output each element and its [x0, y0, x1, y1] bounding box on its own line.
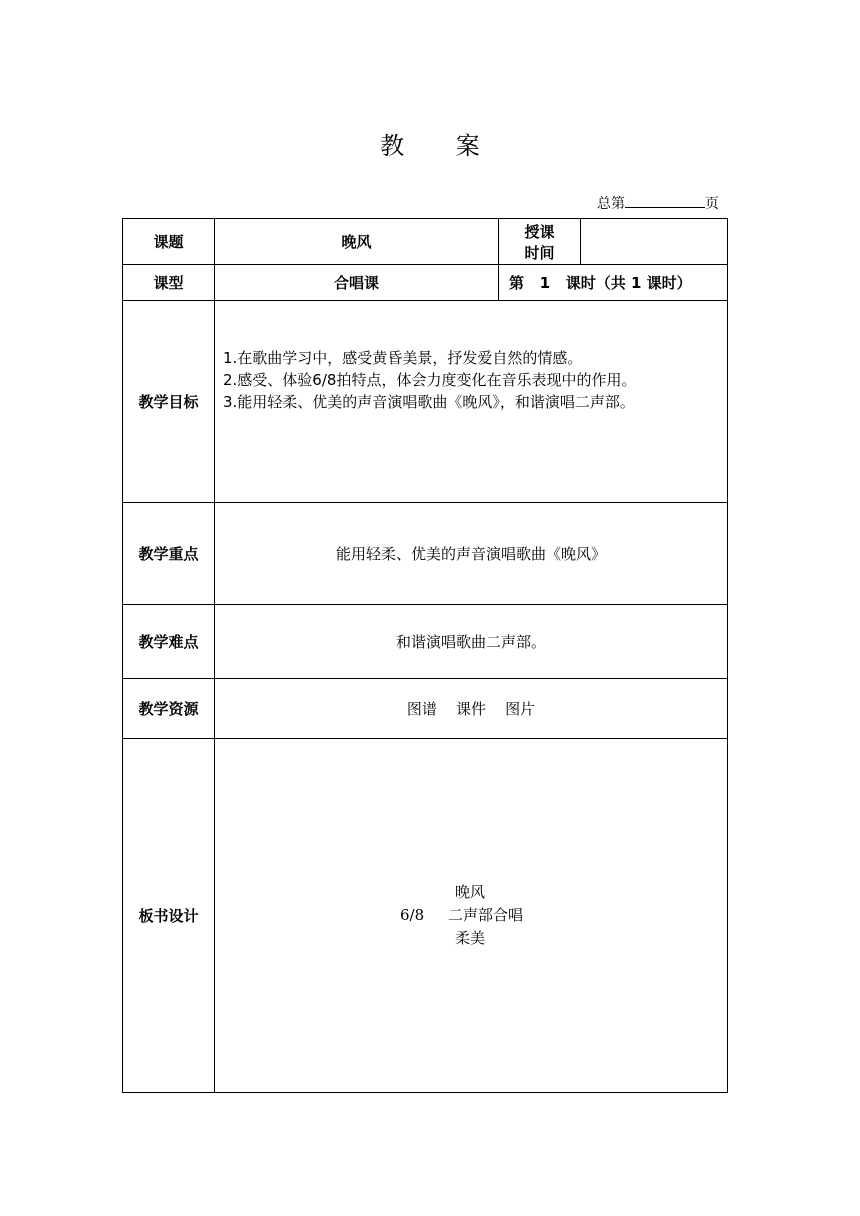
resources-row: [123, 679, 728, 739]
time-label-line2: 时间: [524, 243, 555, 262]
type-row: [123, 265, 728, 301]
difficulty-row: [123, 605, 728, 679]
lesson-plan-table: [122, 218, 728, 1093]
goal-item: 1.在歌曲学习中，感受黄昏美景，抒发爱自然的情感。: [223, 348, 583, 367]
topic-row: [123, 219, 728, 265]
resources-label: 教学资源: [123, 679, 215, 739]
board-line-title: 晚风: [455, 883, 486, 901]
page-number-blank: [625, 195, 705, 208]
type-label: 课型: [123, 265, 215, 301]
board-line-mood: 柔美: [455, 929, 486, 947]
topic-label: 课题: [123, 219, 215, 265]
goals-label: 教学目标: [123, 301, 215, 503]
page-counter: [597, 193, 719, 213]
key-point-label: 教学重点: [123, 503, 215, 605]
goals-list: [215, 301, 728, 503]
board-line-meter: 6/8 二声部合唱: [400, 906, 523, 924]
board-design: [215, 739, 728, 1093]
goals-row: [123, 301, 728, 503]
time-label-line1: 授课: [524, 222, 555, 241]
goal-item: 2.感受、体验6/8拍特点，体会力度变化在音乐表现中的作用。: [223, 370, 637, 389]
period-info: 第 1 课时（共 1 课时）: [499, 265, 728, 301]
resources-value: 图谱 课件 图片: [215, 679, 728, 739]
difficulty-label: 教学难点: [123, 605, 215, 679]
board-row: [123, 739, 728, 1093]
time-value: [581, 219, 728, 265]
page-title: 教 案: [380, 132, 502, 160]
page-counter-prefix: 总第: [597, 196, 625, 212]
topic-value: 晚风: [215, 219, 499, 265]
type-value: 合唱课: [215, 265, 499, 301]
key-point-value: 能用轻柔、优美的声音演唱歌曲《晚风》: [215, 503, 728, 605]
board-label: 板书设计: [123, 739, 215, 1093]
page-counter-suffix: 页: [705, 196, 719, 212]
goal-item: 3.能用轻柔、优美的声音演唱歌曲《晚风》，和谐演唱二声部。: [223, 392, 635, 411]
difficulty-value: 和谐演唱歌曲二声部。: [215, 605, 728, 679]
time-label: [499, 219, 581, 265]
key-point-row: [123, 503, 728, 605]
